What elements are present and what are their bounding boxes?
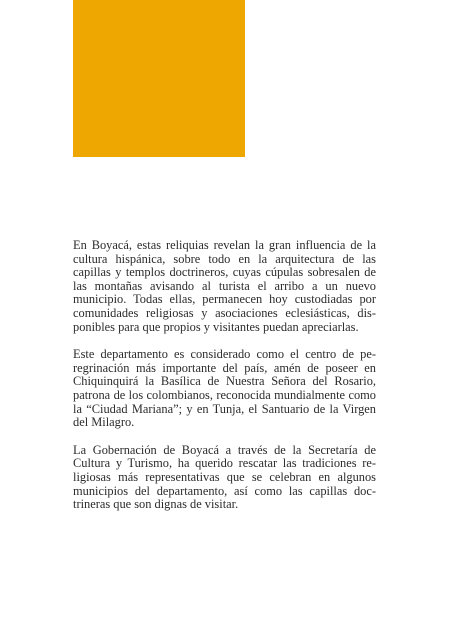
- paragraph-boyaca-relics: En Boyacá, estas reliquias revelan la gran influencia de la cultura hispánica, sobre todo en la arquitectura de las capillas y templos doctrineros, cuyas cúpulas sobresalen de las montañas avisando al turista el arribo a un nuevo municipio. Todas ellas, permanecen hoy custodiadas por comunidades religiosas y asociaciones eclesiásticas, disponibles para que propios y visitantes puedan apreciarlas.: [73, 238, 376, 334]
- paragraph-pilgrimage-center: Este departamento es considerado como el centro de peregrinación más importante del país, amén de poseer en Chiquinquirá la Basílica de Nuestra Señora del Rosario, patrona de los colombianos, reconocida mundialmente como la “Ciudad Mariana”; y en Tunja, el Santuario de la Virgen del Milagro.: [73, 347, 376, 430]
- decorative-color-block: [73, 0, 245, 157]
- body-text: [73, 239, 376, 526]
- paragraph-governance: La Gobernación de Boyacá a través de la Secretaría de Cultura y Turismo, ha querido rescatar las tradiciones religiosas más representativas que se celebran en algunos municipios del departamento, así como las capillas doctrineras que son dignas de visitar.: [73, 442, 376, 512]
